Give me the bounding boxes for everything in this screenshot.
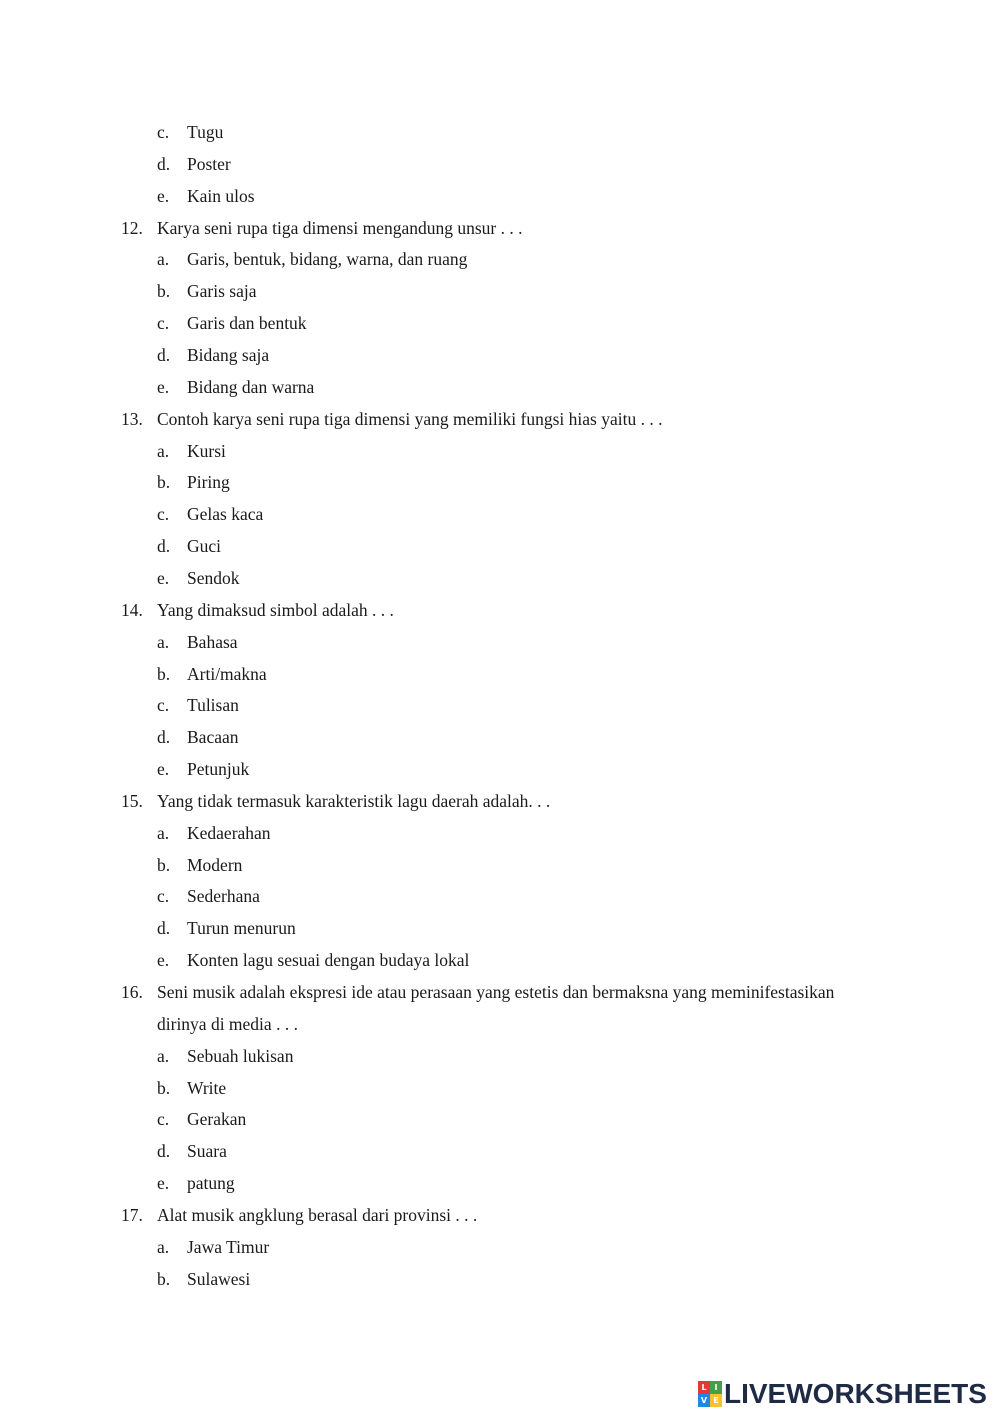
option-text: Tulisan <box>187 695 239 716</box>
question-text: Contoh karya seni rupa tiga dimensi yang memiliki fungsi hias yaitu . . . <box>157 408 663 429</box>
option-text: Poster <box>187 153 231 174</box>
option-text: Turun menurun <box>187 918 296 939</box>
brand-wordmark: LIVEWORKSHEETS <box>724 1378 987 1409</box>
liveworksheets-logo-icon <box>698 1381 722 1407</box>
logo-letter-tile: I <box>710 1381 722 1394</box>
question-text: Yang tidak termasuk karakteristik lagu daerah adalah. . . <box>157 790 551 811</box>
question-number: 17. <box>121 1204 143 1225</box>
logo-letter-tile: L <box>698 1381 710 1394</box>
question-text: Seni musik adalah ekspresi ide atau perasaan yang estetis dan bermaksna yang meminifestasikan <box>157 982 835 1002</box>
option-letter: c. <box>157 1109 170 1130</box>
option-text: Bidang saja <box>187 345 270 365</box>
option-text: Sederhana <box>187 886 260 907</box>
option-letter: d. <box>157 345 171 365</box>
question-number: 13. <box>121 408 143 429</box>
option-letter: b. <box>157 1268 171 1289</box>
option-text: Bidang dan warna <box>187 376 315 397</box>
option-letter: e. <box>157 567 170 588</box>
option-text: Bahasa <box>187 631 238 652</box>
option-letter: c. <box>157 886 170 907</box>
option-letter: a. <box>157 631 170 652</box>
question-number: 14. <box>121 599 143 620</box>
option-text: Garis saja <box>187 281 257 302</box>
option-letter: e. <box>157 376 170 397</box>
option-text: Tugu <box>187 122 224 142</box>
option-letter: b. <box>157 1077 171 1098</box>
option-letter: b. <box>157 663 171 684</box>
question-text: Yang dimaksud simbol adalah . . . <box>157 599 394 620</box>
option-letter: c. <box>157 504 170 525</box>
option-text: patung <box>187 1173 235 1193</box>
option-text: Gelas kaca <box>187 504 264 525</box>
option-text: Garis dan bentuk <box>187 313 307 334</box>
option-text: Kain ulos <box>187 185 255 206</box>
question-number: 16. <box>121 982 143 1002</box>
option-text: Suara <box>187 1141 227 1162</box>
option-letter: e. <box>157 185 170 206</box>
option-letter: b. <box>157 281 171 302</box>
option-text: Kursi <box>187 440 226 461</box>
option-text: Kedaerahan <box>187 822 271 843</box>
option-letter: a. <box>157 1236 170 1257</box>
option-letter: e. <box>157 950 170 971</box>
question-text: Karya seni rupa tiga dimensi mengandung unsur . . . <box>157 217 523 238</box>
liveworksheets-brand <box>698 1378 987 1410</box>
option-text: Bacaan <box>187 727 239 748</box>
question-number: 12. <box>121 217 143 238</box>
logo-letter-tile: V <box>698 1394 710 1407</box>
option-letter: e. <box>157 759 170 779</box>
option-letter: d. <box>157 727 171 748</box>
option-letter: d. <box>157 536 171 556</box>
question-text: dirinya di media . . . <box>157 1013 298 1034</box>
option-text: Sebuah lukisan <box>187 1045 294 1066</box>
option-letter: d. <box>157 153 171 174</box>
option-letter: e. <box>157 1173 170 1193</box>
option-text: Guci <box>187 536 222 556</box>
option-letter: a. <box>157 822 170 843</box>
option-letter: a. <box>157 1045 170 1066</box>
option-text: Gerakan <box>187 1109 247 1130</box>
logo-letter-tile: E <box>710 1394 722 1407</box>
option-letter: c. <box>157 313 170 334</box>
option-text: Write <box>187 1077 227 1098</box>
option-letter: a. <box>157 249 170 270</box>
option-letter: d. <box>157 918 171 939</box>
option-letter: c. <box>157 122 170 142</box>
option-letter: d. <box>157 1141 171 1162</box>
option-text: Modern <box>187 854 243 875</box>
option-text: Piring <box>187 472 230 493</box>
option-text: Jawa Timur <box>187 1236 270 1257</box>
option-letter: a. <box>157 440 170 461</box>
question-number: 15. <box>121 790 143 811</box>
option-text: Sendok <box>187 567 240 588</box>
option-letter: c. <box>157 695 170 716</box>
option-letter: b. <box>157 854 171 875</box>
option-letter: b. <box>157 472 171 493</box>
option-text: Garis, bentuk, bidang, warna, dan ruang <box>187 249 468 270</box>
option-text: Konten lagu sesuai dengan budaya lokal <box>187 950 470 971</box>
option-text: Petunjuk <box>187 759 250 779</box>
question-text: Alat musik angklung berasal dari provinsi . . . <box>157 1204 478 1225</box>
option-text: Arti/makna <box>187 663 267 684</box>
option-text: Sulawesi <box>187 1268 251 1289</box>
